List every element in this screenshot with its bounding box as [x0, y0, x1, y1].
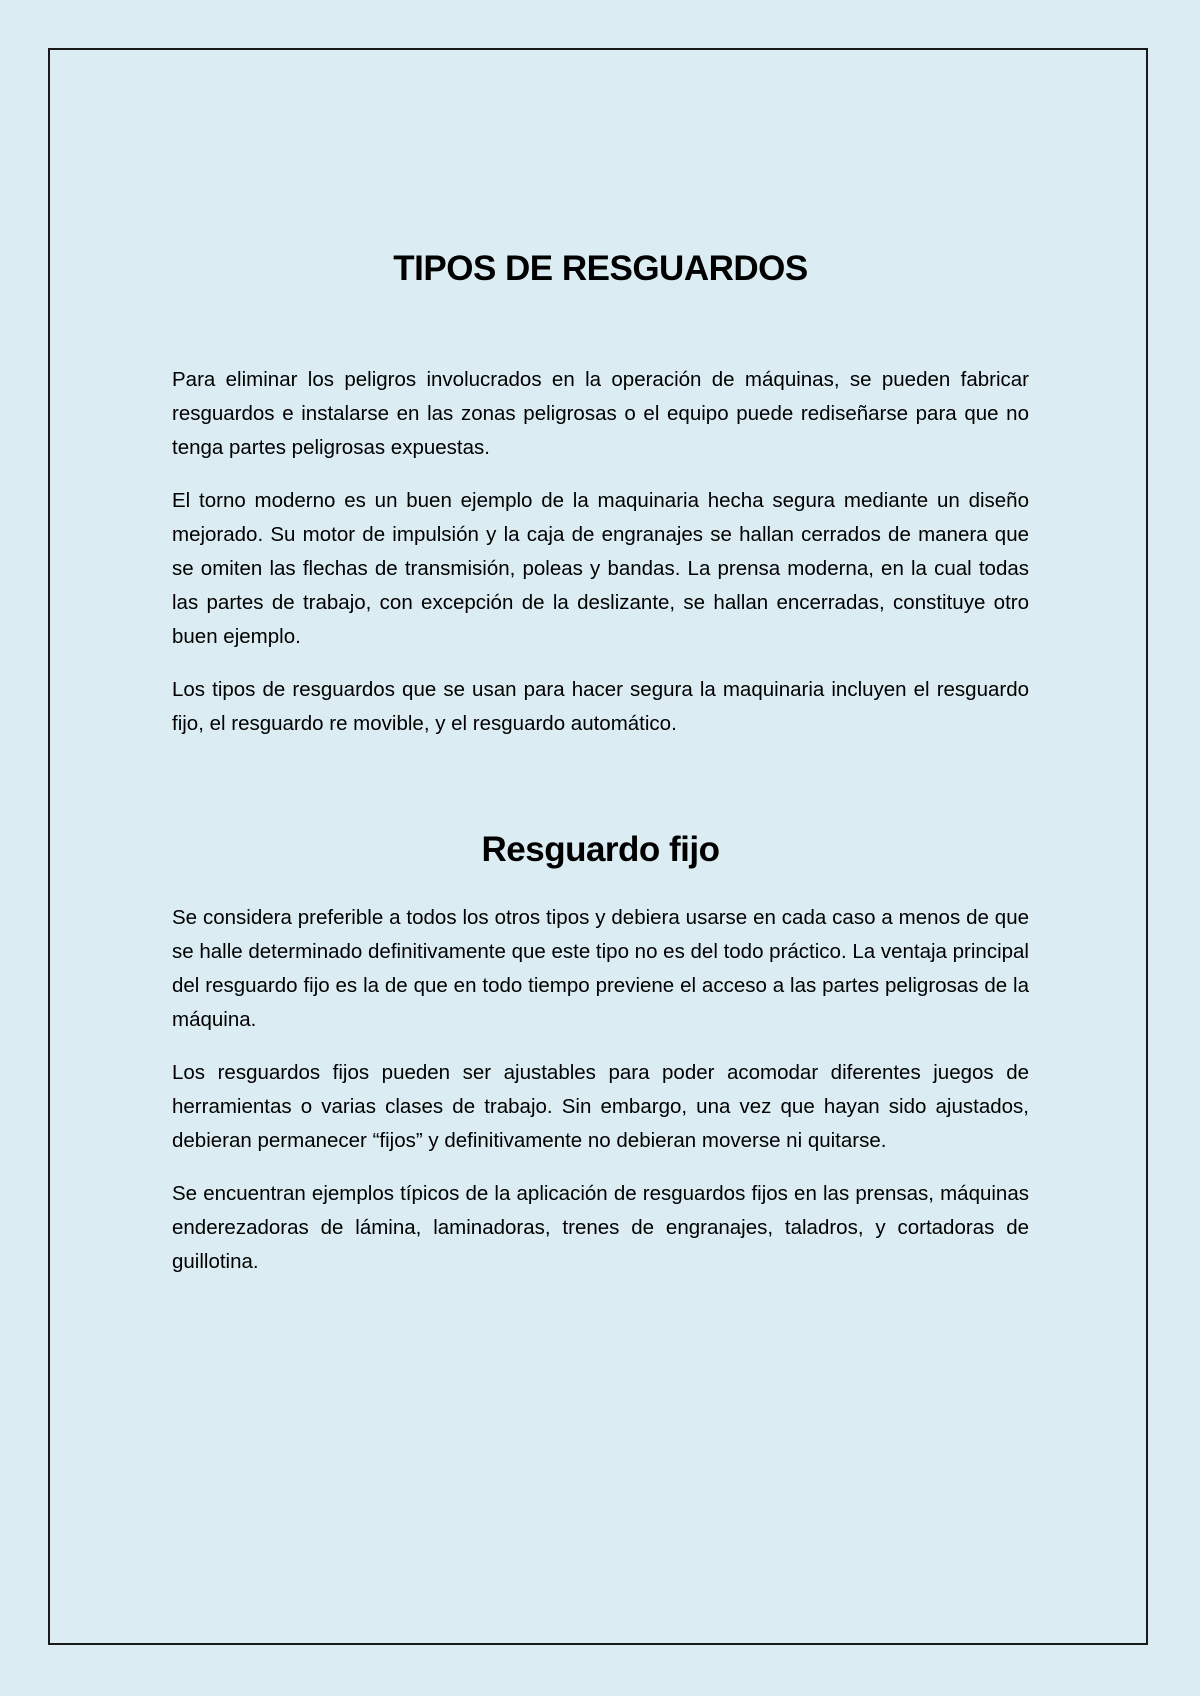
section-title-resguardo-fijo: Resguardo fijo [481, 830, 720, 869]
document-body [172, 248, 1029, 1298]
section-paragraph-2: Los resguardos fijos pueden ser ajustables para poder acomodar diferentes juegos de herramientas o varias clases de trabajo. Sin embargo, una vez que hayan sido ajustados, debieran permanecer “fijos” y definitivamente no debieran moverse ni quitarse. [172, 1061, 1029, 1152]
document-title: TIPOS DE RESGUARDOS [393, 249, 808, 288]
intro-paragraph-1: Para eliminar los peligros involucrados en la operación de máquinas, se pueden fabricar resguardos e instalarse en las zonas peligrosas o el equipo puede rediseñarse para que no tenga partes peligrosas expuestas. [172, 368, 1029, 459]
intro-paragraph-2: El torno moderno es un buen ejemplo de la maquinaria hecha segura mediante un diseño mejorado. Su motor de impulsión y la caja de engranajes se hallan cerrados de manera que se omiten las flechas de transmisión, poleas y bandas. La prensa moderna, en la cual todas las partes de trabajo, con excepción de la deslizante, se hallan encerradas, constituye otro buen ejemplo. [172, 489, 1029, 648]
intro-paragraph-3: Los tipos de resguardos que se usan para hacer segura la maquinaria incluyen el resguardo fijo, el resguardo re movible, y el resguardo automático. [172, 678, 1029, 735]
section-paragraph-1: Se considera preferible a todos los otros tipos y debiera usarse en cada caso a menos de que se halle determinado definitivamente que este tipo no es del todo práctico. La ventaja principal del resguardo fijo es la de que en todo tiempo previene el acceso a las partes peligrosas de la máquina. [172, 906, 1029, 1031]
section-paragraph-3: Se encuentran ejemplos típicos de la aplicación de resguardos fijos en las prensas, máquinas enderezadoras de lámina, laminadoras, trenes de engranajes, taladros, y cortadoras de guillotina. [172, 1182, 1029, 1273]
